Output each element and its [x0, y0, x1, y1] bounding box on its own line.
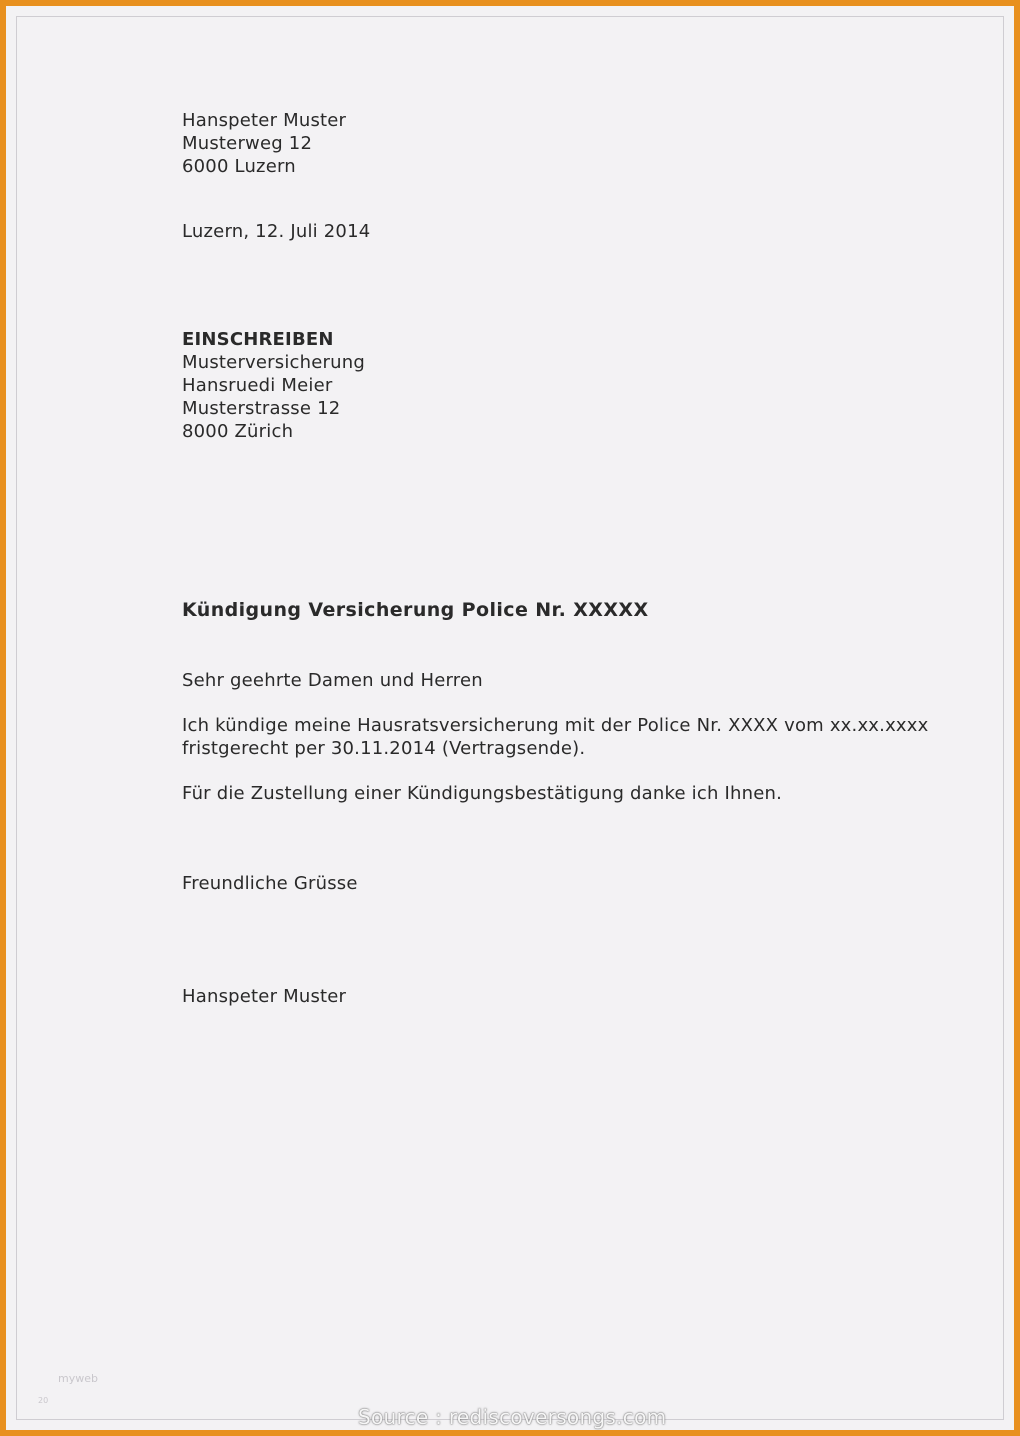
recipient-city: 8000 Zürich	[182, 421, 294, 442]
body-paragraph-1-line-1: Ich kündige meine Hausratsversicherung mit der Police Nr. XXXX vom xx.xx.xxxx	[182, 715, 929, 736]
delivery-type: EINSCHREIBEN	[182, 329, 334, 350]
date-line: Luzern, 12. Juli 2014	[182, 221, 371, 242]
recipient-address	[182, 328, 365, 443]
watermark-brand: myweb	[58, 1372, 98, 1385]
salutation: Sehr geehrte Damen und Herren	[182, 670, 483, 691]
signature-name: Hanspeter Muster	[182, 986, 347, 1007]
recipient-contact: Hansruedi Meier	[182, 375, 333, 396]
letter-subject: Kündigung Versicherung Police Nr. XXXXX	[182, 599, 649, 621]
sender-street: Musterweg 12	[182, 133, 313, 154]
body-paragraph-1	[182, 714, 929, 760]
body-paragraph-2: Für die Zustellung einer Kündigungsbestätigung danke ich Ihnen.	[182, 783, 783, 804]
source-credit: Source : rediscoversongs.com	[358, 1405, 667, 1429]
closing: Freundliche Grüsse	[182, 873, 358, 894]
recipient-company: Musterversicherung	[182, 352, 365, 373]
sender-name: Hanspeter Muster	[182, 110, 347, 131]
body-paragraph-1-line-2: fristgerecht per 30.11.2014 (Vertragsende).	[182, 738, 586, 759]
recipient-street: Musterstrasse 12	[182, 398, 341, 419]
sender-city: 6000 Luzern	[182, 156, 296, 177]
watermark-small-mark: 20	[38, 1396, 49, 1405]
sender-address	[182, 109, 346, 178]
